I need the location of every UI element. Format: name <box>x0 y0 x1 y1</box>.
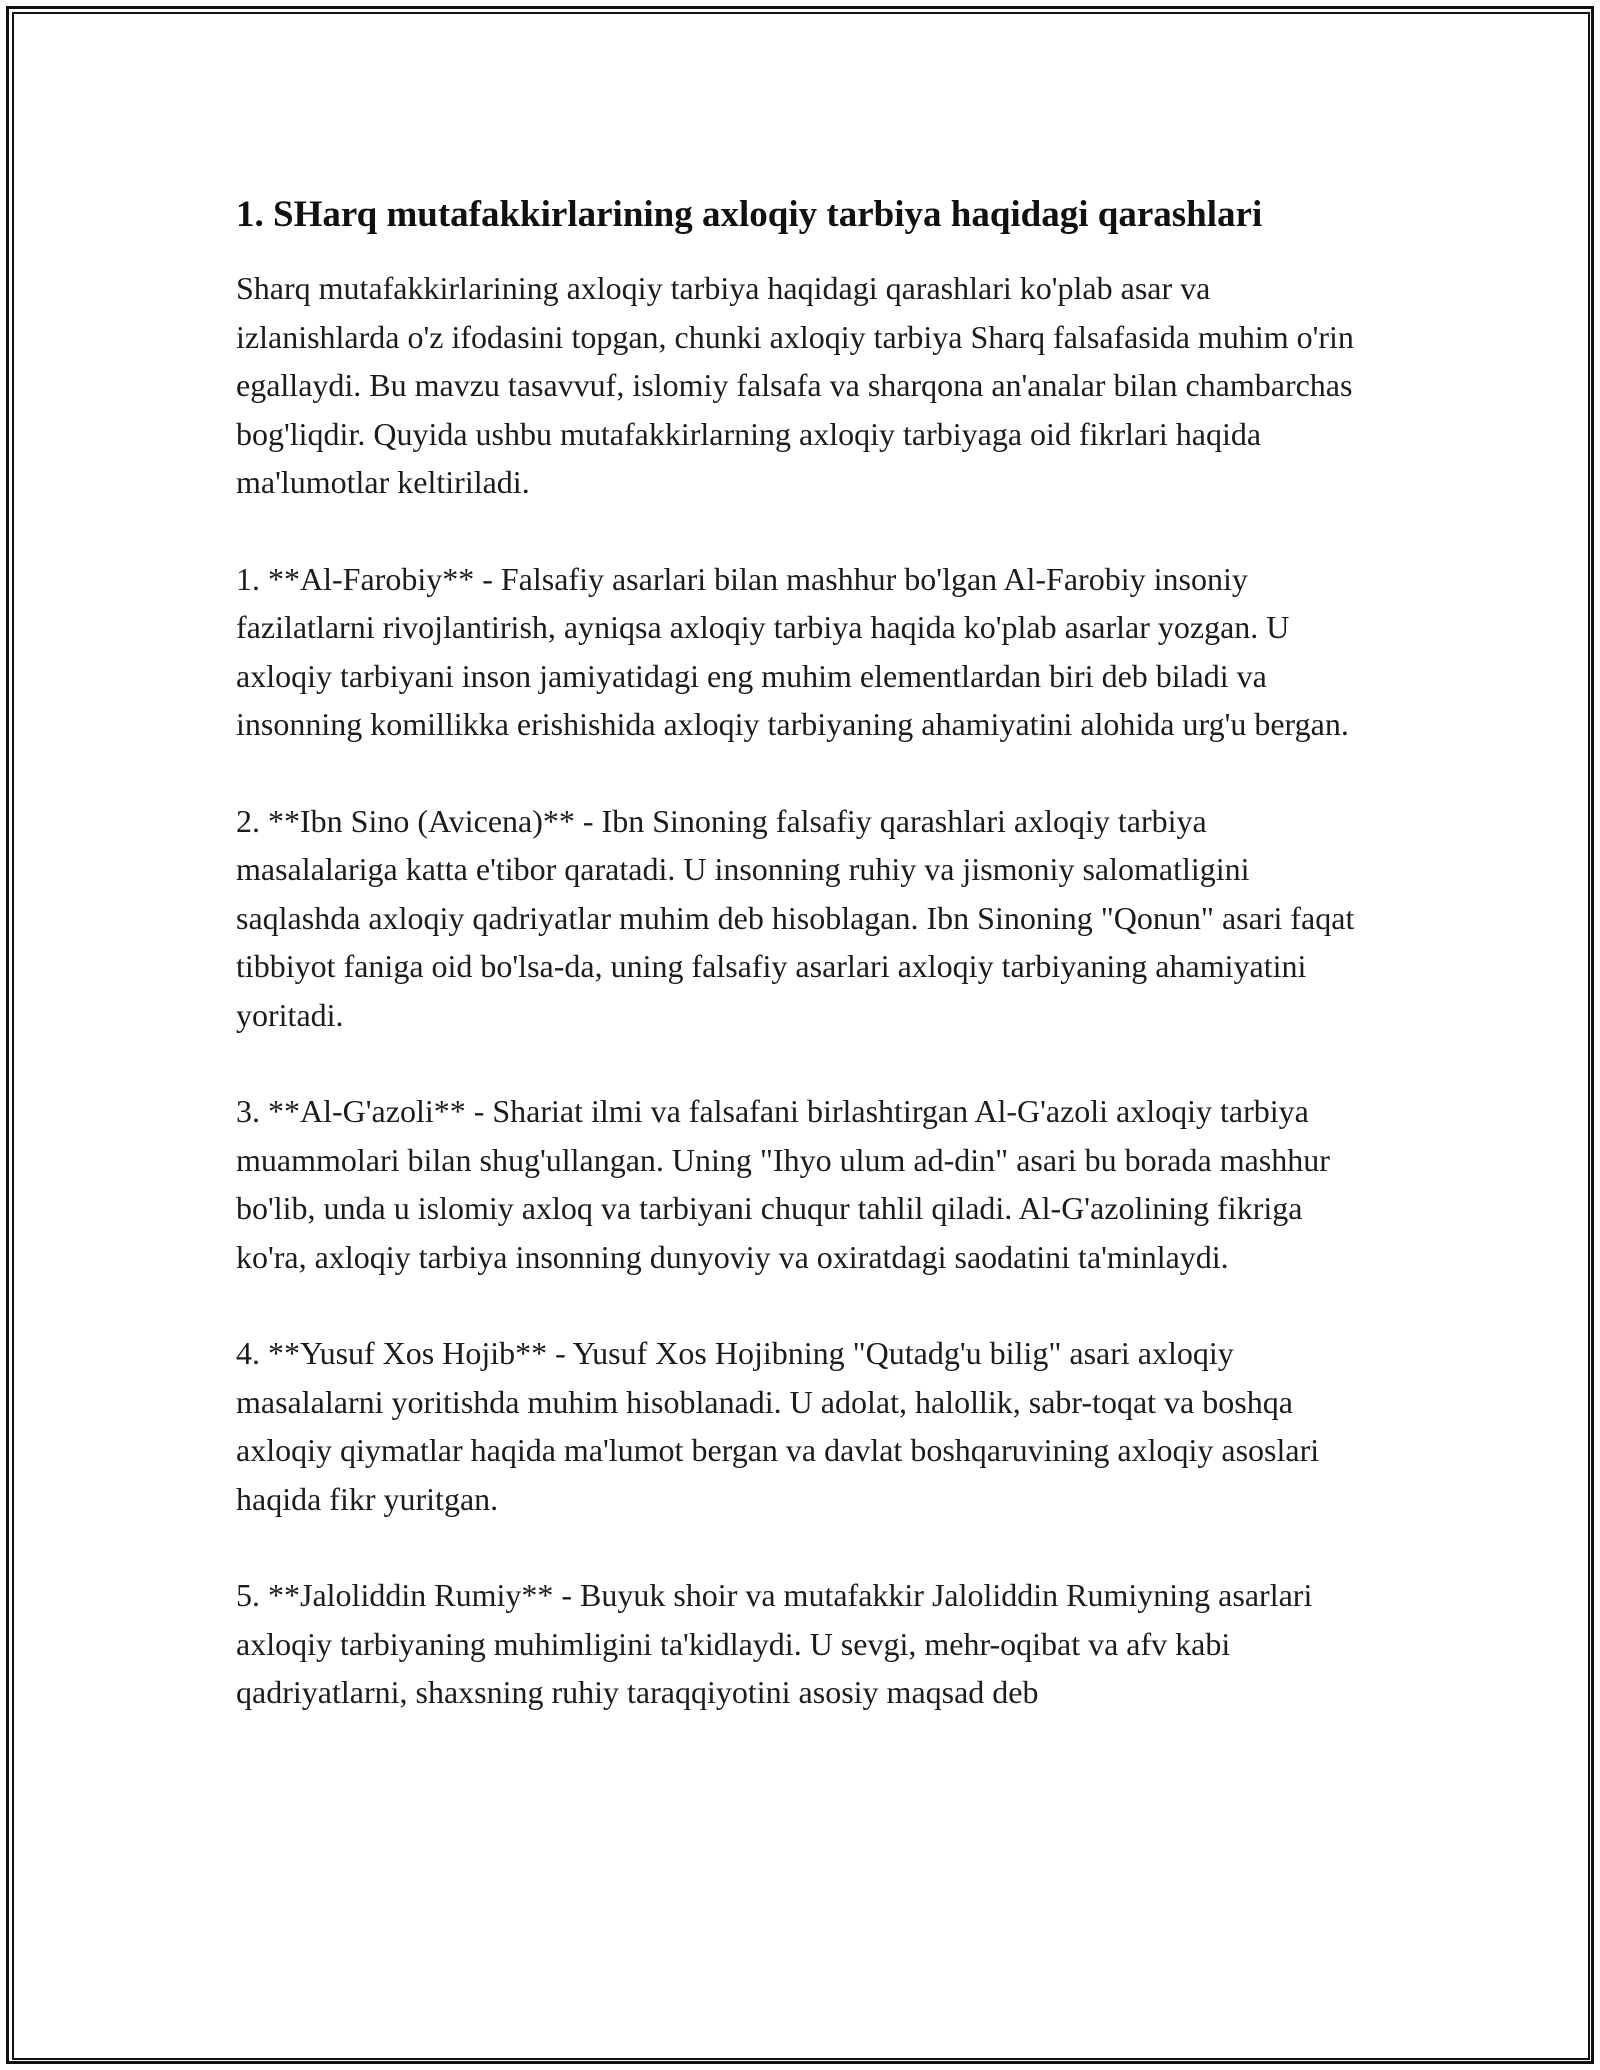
paragraph-al-gazoli: 3. **Al-G'azoli** - Shariat ilmi va falsafani birlashtirgan Al-G'azoli axloqiy tarbiya muammolari bilan shug'ullangan. Uning "Ihyo ulum ad-din" asari bu borada mashhur bo'lib, unda u islomiy axloq va tarbiyani chuqur tahlil qiladi. Al-G'azolining fikriga ko'ra, axloqiy tarbiya insonning dunyoviy va oxiratdagi saodatini ta'minlaydi. <box>236 1093 1330 1275</box>
paragraph-ibn-sino: 2. **Ibn Sino (Avicena)** - Ibn Sinoning falsafiy qarashlari axloqiy tarbiya masalalariga katta e'tibor qaratadi. U insonning ruhiy va jismoniy salomatligini saqlashda axloqiy qadriyatlar muhim deb hisoblagan. Ibn Sinoning "Qonun" asari faqat tibbiyot faniga oid bo'lsa-da, uning falsafiy asarlari axloqiy tarbiyaning ahamiyatini yoritadi. <box>236 802 1355 1033</box>
paragraph-jaloliddin-rumiy: 5. **Jaloliddin Rumiy** - Buyuk shoir va mutafakkir Jaloliddin Rumiyning asarlari axloqiy tarbiyaning muhimligini ta'kidlaydi. U sevgi, mehr-oqibat va afv kabi qadriyatlarni, shaxsning ruhiy taraqqiyotini asosiy maqsad deb <box>236 1577 1313 1710</box>
paragraph-al-farobiy: 1. **Al-Farobiy** - Falsafiy asarlari bilan mashhur bo'lgan Al-Farobiy insoniy fazilatlarni rivojlantirish, ayniqsa axloqiy tarbiya haqida ko'plab asarlar yozgan. U axloqiy tarbiyani inson jamiyatidagi eng muhim elementlardan biri deb biladi va insonning komillikka erishishida axloqiy tarbiyaning ahamiyatini alohida urg'u bergan. <box>236 560 1349 742</box>
paragraph-yusuf-xos-hojib: 4. **Yusuf Xos Hojib** - Yusuf Xos Hojibning "Qutadg'u bilig" asari axloqiy masalalarni yoritishda muhim hisoblanadi. U adolat, halollik, sabr-toqat va boshqa axloqiy qiymatlar haqida ma'lumot bergan va davlat boshqaruvining axloqiy asoslari haqida fikr yuritgan. <box>236 1335 1320 1517</box>
section-heading: 1. SHarq mutafakkirlarining axloqiy tarbiya haqidagi qarashlari <box>236 194 1263 235</box>
intro-paragraph: Sharq mutafakkirlarining axloqiy tarbiya haqidagi qarashlari ko'plab asar va izlanishlarda o'z ifodasini topgan, chunki axloqiy tarbiya Sharq falsafasida muhim o'rin egallaydi. Bu mavzu tasavvuf, islomiy falsafa va sharqona an'analar bilan chambarchas bog'liqdir. Quyida ushbu mutafakkirlarning axloqiy tarbiyaga oid fikrlari haqida ma'lumotlar keltiriladi. <box>236 270 1354 500</box>
document-body <box>236 188 1376 1717</box>
